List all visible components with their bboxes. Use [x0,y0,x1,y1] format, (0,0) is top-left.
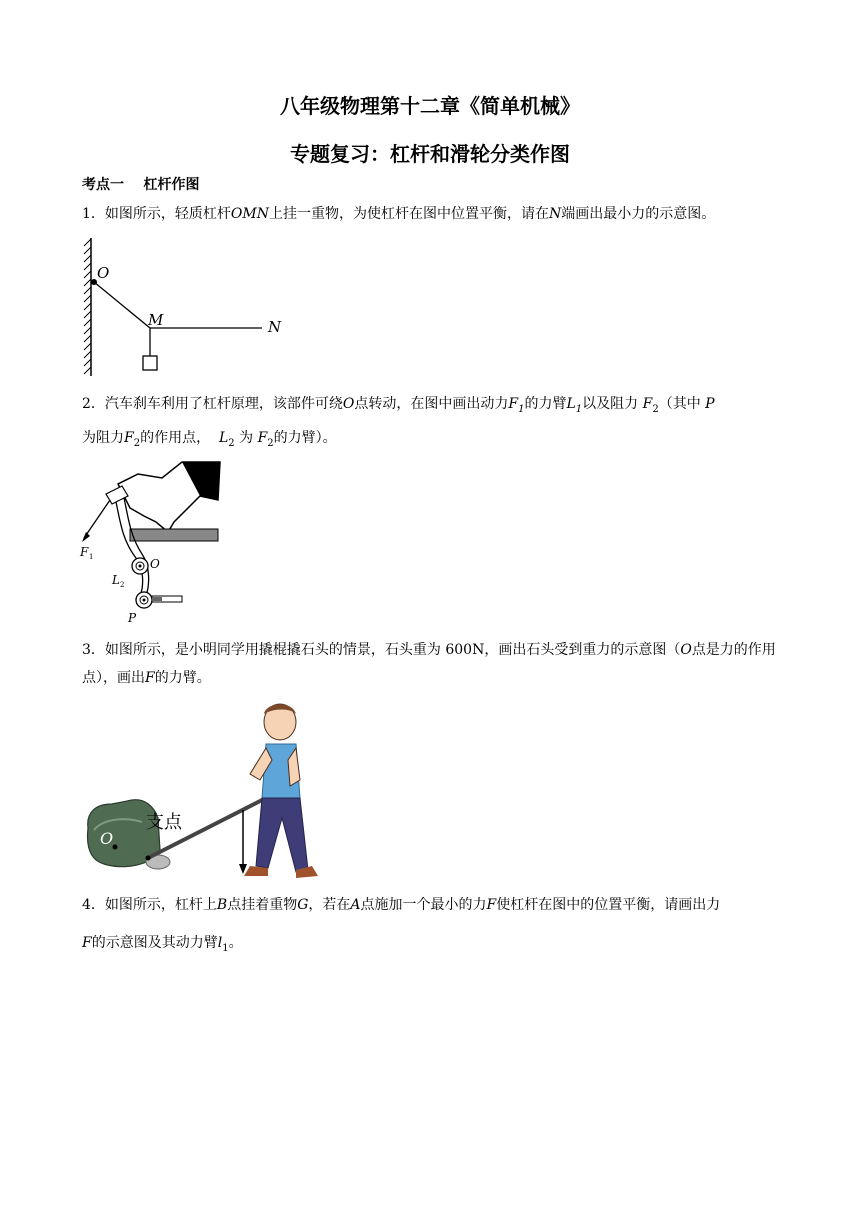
question-3: 3．如图所示，是小明同学用撬棍撬石头的情景，石头重为 600N，画出石头受到重力的示意图（O点是力的作用点），画出F的力臂。 [82,642,776,686]
point-p-label: P [128,611,137,625]
point-n-label: N [268,318,282,336]
brake-pedal-diagram [78,460,228,626]
pivot-o-label: O [150,557,160,571]
question-4: 4．如图所示，杠杆上B点挂着重物G，若在A点施加一个最小的力F使杠杆在图中的位置平衡，请画出力 F的示意图及其动力臂$l_1$。 [82,897,721,954]
page-title: 八年级物理第十二章《简单机械》 [280,94,580,118]
question-2: 2．汽车刹车利用了杠杆原理，该部件可绕O点转动，在图中画出动力$F_1$的力臂$L_1$以及阻力 $F_2$（其中 P 为阻力$F_2$的作用点， $L_2$ 为 $F_2$的力臂）。 [82,396,715,449]
l2-label: L [112,573,120,587]
f1-label: F [80,545,89,559]
point-o-label: O [97,264,110,282]
crowbar-rock-illustration [82,700,322,880]
l2-sub-label: 2 [120,581,125,589]
rock-o-label: O [100,829,114,848]
point-m-label: M [148,311,164,329]
section-name: 杠杆作图 [143,177,200,193]
page-subtitle: 专题复习：杠杆和滑轮分类作图 [290,142,570,166]
question-1: 1．如图所示，轻质杠杆OMN上挂一重物，为使杠杆在图中位置平衡，请在N端画出最小力的示意图。 [82,206,716,222]
lever-diagram-1 [82,236,302,378]
f1-sub-label: 1 [89,553,94,561]
section-heading [82,174,200,194]
section-label: 考点一 [82,177,124,193]
fulcrum-label: 支点 [146,812,182,833]
